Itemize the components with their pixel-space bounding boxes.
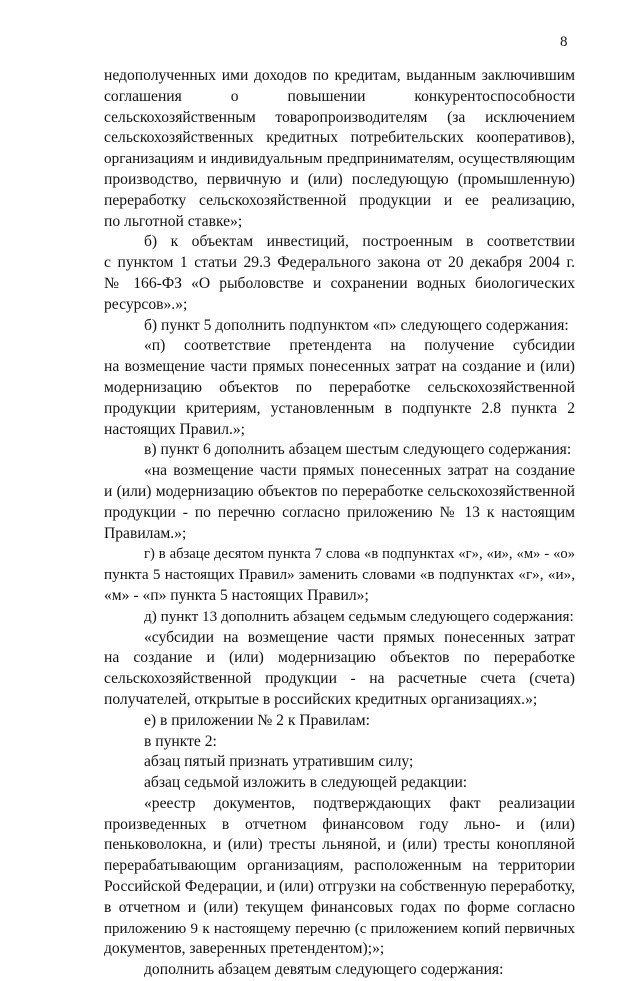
text-line: «на возмещение части прямых понесенных затрат на создание	[144, 462, 575, 480]
text-line: б) к объектам инвестиций, построенным в соответствии	[144, 233, 575, 251]
page-number: 8	[560, 34, 568, 50]
text-line: и (или) модернизацию объектов по переработке сельскохозяйственной	[104, 482, 575, 500]
text-line: пеньковолокна, и (или) тресты льняной, и (или) тресты конопляной	[104, 836, 575, 854]
text-line: Правилам.»;	[104, 524, 187, 542]
text-line: г) в абзаце десятом пункта 7 слова «в подпунктах «г», «и», «м» - «о»	[144, 546, 575, 563]
text-line: продукции - по перечню согласно приложению № 13 к настоящим	[104, 503, 575, 521]
text-line: в пункте 2:	[144, 732, 217, 750]
text-line: соглашения о повышении конкурентоспособности	[104, 87, 575, 105]
text-line: сельскохозяйственным товаропроизводителям (за исключением	[104, 108, 575, 126]
text-line: получателей, открытые в российских кредитных организациях.»;	[104, 690, 538, 708]
text-line: е) в приложении № 2 к Правилам:	[144, 711, 370, 729]
text-line: Российской Федерации, и (или) отгрузки на собственную переработку,	[104, 878, 575, 896]
text-line: абзац седьмой изложить в следующей редакции:	[144, 774, 468, 792]
text-line: документов, заверенных претендентом);»;	[104, 940, 385, 958]
text-line: «субсидии на возмещение части прямых понесенных затрат	[144, 628, 575, 646]
text-line: абзац пятый признать утратившим силу;	[144, 753, 414, 771]
text-line: перерабатывающим организациям, расположенным на территории	[104, 857, 575, 875]
text-line: настоящих Правил.»;	[104, 420, 246, 438]
text-line: на создание и (или) модернизацию объектов по переработке	[104, 649, 575, 667]
text-line: продукции критериям, установленным в подпункте 2.8 пункта 2	[104, 399, 575, 417]
text-line: модернизацию объектов по переработке сельскохозяйственной	[104, 378, 575, 396]
text-line: произведенных в отчетном финансовом году льно- и (или)	[104, 815, 575, 833]
text-line: на возмещение части прямых понесенных затрат на создание и (или)	[104, 358, 575, 376]
text-line: б) пункт 5 дополнить подпунктом «п» следующего содержания:	[144, 316, 569, 334]
text-line: организациям и индивидуальным предпринимателям, осуществляющим	[104, 150, 575, 168]
text-line: в) пункт 6 дополнить абзацем шестым следующего содержания:	[144, 441, 572, 459]
text-line: с пунктом 1 статьи 29.3 Федерального закона от 20 декабря 2004 г.	[104, 254, 575, 272]
document-body	[104, 66, 575, 981]
text-line: переработку сельскохозяйственной продукции и ее реализацию,	[104, 191, 575, 209]
text-line: в отчетном и (или) текущем финансовых годах по форме согласно	[104, 898, 575, 916]
text-line: производство, первичную и (или) последующую (промышленную)	[104, 170, 575, 188]
text-line: № 166-ФЗ «О рыболовстве и сохранении водных биологических	[104, 274, 575, 292]
text-line: д) пункт 13 дополнить абзацем седьмым следующего содержания:	[144, 607, 574, 625]
text-line: приложению 9 к настоящему перечню (с приложением копий первичных	[104, 920, 575, 937]
text-line: ресурсов».»;	[104, 295, 188, 313]
text-line: по льготной ставке»;	[104, 212, 243, 230]
text-line: недополученных ими доходов по кредитам, выданным заключившим	[104, 67, 575, 84]
text-line: дополнить абзацем девятым следующего содержания:	[144, 961, 504, 979]
text-line: пункта 5 настоящих Правил» заменить словами «в подпунктах «г», «и»,	[104, 566, 575, 584]
text-line: «м» - «п» пункта 5 настоящих Правил»;	[104, 586, 369, 604]
text-line: сельскохозяйственных кредитных потребительских кооперативов),	[104, 129, 575, 147]
text-line: «п) соответствие претендента на получение субсидии	[144, 337, 575, 355]
text-line: «реестр документов, подтверждающих факт реализации	[144, 794, 575, 812]
text-line: сельскохозяйственной продукции - на расчетные счета (счета)	[104, 670, 575, 688]
